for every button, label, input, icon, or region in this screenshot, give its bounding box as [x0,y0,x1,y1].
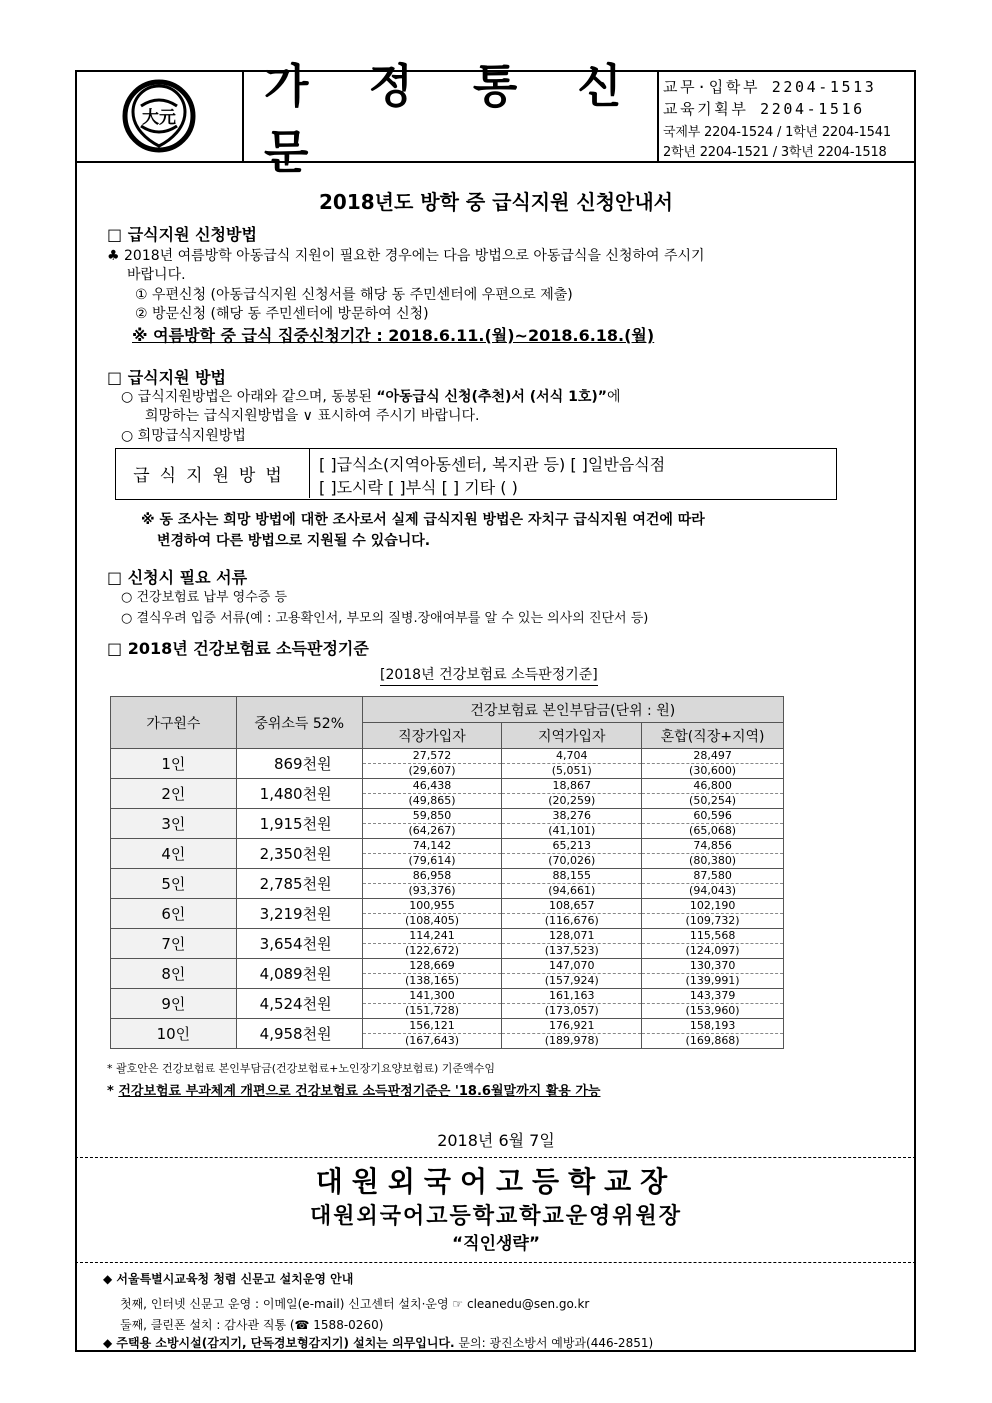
premium-value: 59,850 [363,809,502,824]
table-row [111,779,784,809]
school-logo [75,70,244,161]
premium-cell [502,929,642,959]
premium-value: 130,370 [642,959,783,974]
premium-value: 60,596 [642,809,783,824]
document-item: ○ 결식우려 입증 서류(예 : 고용확인서, 부모의 질병.장애여부를 알 수 있는 의사의 진단서 등) [121,611,649,626]
club-bullet-icon: ♣ [107,248,120,264]
premium-value-with-ltc: (50,254) [689,794,737,807]
contact-line: 교무·입학부 2204-1513 [663,78,877,96]
section-heading-support-method: □ 급식지원 방법 [107,368,227,387]
premium-value-with-ltc: (64,267) [408,824,456,837]
premium-value: 128,669 [363,959,502,974]
premium-cell [502,1019,642,1049]
household-size: 2인 [111,779,237,809]
median-income: 2,350천원 [236,839,362,869]
footer-line: ◆ 서울특별시교육청 청렴 신문고 설치운영 안내 [103,1272,354,1286]
premium-cell [362,869,502,899]
premium-cell [642,809,784,839]
committee-signature: 대원외국어고등학교학교운영위원장 [309,1204,683,1229]
support-method-options-row1[interactable]: [ ]급식소(지역아동센터, 복지관 등) [ ]일반음식점 [319,455,666,474]
header [75,58,916,179]
premium-value: 88,155 [502,869,641,884]
premium-value-with-ltc: (94,043) [689,884,737,897]
section2-line3: ○ 희망급식지원방법 [121,428,246,444]
section2-line2: 희망하는 급식지원방법을 ∨ 표시하여 주시기 바랍니다. [145,408,480,424]
premium-value: 115,568 [642,929,783,944]
section1-line2: 바랍니다. [127,267,186,283]
premium-cell [362,1019,502,1049]
median-income: 4,524천원 [236,989,362,1019]
contact-line: 2학년 2204-1521 / 3학년 2204-1518 [663,145,887,160]
divider [75,1262,916,1263]
premium-cell [502,749,642,779]
household-size: 5인 [111,869,237,899]
support-method-form [115,448,837,500]
premium-value-with-ltc: (157,924) [544,974,599,987]
premium-value: 143,379 [642,989,783,1004]
premium-value-with-ltc: (138,165) [404,974,460,987]
premium-value: 65,213 [502,839,641,854]
median-income: 4,958천원 [236,1019,362,1049]
table-footnote-bold: * 건강보험료 부과체계 개편으로 건강보험료 소득판정기준은 '18.6월말까지 활용 가능 [107,1084,601,1099]
premium-cell [642,839,784,869]
premium-value: 158,193 [642,1019,783,1034]
section-heading-income-criteria: □ 2018년 건강보험료 소득판정기준 [107,639,369,658]
premium-value-with-ltc: (109,732) [685,914,740,927]
premium-value-with-ltc: (137,523) [544,944,599,957]
premium-cell [362,839,502,869]
premium-value-with-ltc: (139,991) [685,974,740,987]
table-row [111,839,784,869]
premium-value: 74,856 [642,839,783,854]
table-row [111,989,784,1019]
table-row [111,929,784,959]
premium-value-with-ltc: (153,960) [685,1004,740,1017]
household-size: 6인 [111,899,237,929]
table-row [111,869,784,899]
premium-value: 74,142 [363,839,502,854]
premium-value-with-ltc: (116,676) [544,914,599,927]
premium-value: 128,071 [502,929,641,944]
premium-cell [362,899,502,929]
premium-value: 147,070 [502,959,641,974]
premium-cell [642,869,784,899]
premium-value-with-ltc: (124,097) [685,944,740,957]
median-income: 4,089천원 [236,959,362,989]
table-caption: [2018년 건강보험료 소득판정기준] [380,664,598,686]
premium-value: 4,704 [502,749,641,764]
col-mixed: 혼합(직장+지역) [642,723,784,749]
premium-value: 102,190 [642,899,783,914]
section-heading-required-documents: □ 신청시 필요 서류 [107,568,248,587]
premium-value: 38,276 [502,809,641,824]
premium-value: 156,121 [363,1019,502,1034]
premium-value-with-ltc: (65,068) [689,824,737,837]
premium-value: 161,163 [502,989,641,1004]
premium-value-with-ltc: (94,661) [548,884,596,897]
premium-value: 108,657 [502,899,641,914]
premium-cell [642,779,784,809]
newsletter-title: 가 정 통 신 문 [242,70,659,161]
option-mail: ① 우편신청 (아동급식지원 신청서를 해당 동 주민센터에 우편으로 제출) [135,287,573,303]
section-heading-apply-method: □ 급식지원 신청방법 [107,225,257,244]
premium-cell [362,959,502,989]
section2-line1: ○ 급식지원방법은 아래와 같으며, 동봉된 “아동급식 신청(추천)서 (서식 1호)”에 [121,389,621,405]
premium-cell [362,989,502,1019]
premium-value: 86,958 [363,869,502,884]
median-income: 869천원 [236,749,362,779]
premium-value: 114,241 [363,929,502,944]
household-size: 9인 [111,989,237,1019]
premium-value: 46,438 [363,779,502,794]
premium-value-with-ltc: (167,643) [404,1034,460,1047]
document-title: 2018년도 방학 중 급식지원 신청안내서 [319,190,673,214]
premium-value-with-ltc: (80,380) [689,854,737,867]
premium-cell [502,989,642,1019]
premium-value: 28,497 [642,749,783,764]
median-income: 3,654천원 [236,929,362,959]
contact-line: 국제부 2204-1524 / 1학년 2204-1541 [663,125,891,140]
table-row [111,809,784,839]
table-row [111,1019,784,1049]
col-workplace: 직장가입자 [362,723,502,749]
premium-value: 141,300 [363,989,502,1004]
premium-value-with-ltc: (169,868) [685,1034,740,1047]
household-size: 10인 [111,1019,237,1049]
option-visit: ② 방문신청 (해당 동 주민센터에 방문하여 신청) [135,306,429,322]
table-footnote: * 괄호안은 건강보험료 본인부담금(건강보험료+노인장기요양보험료) 기준액수임 [107,1062,495,1075]
footer-line: ◆ 주택용 소방시설(감지기, 단독경보형감지기) 설치는 의무입니다. 문의: 광진소방서 예방과(446-2851) [103,1336,654,1350]
premium-value-with-ltc: (93,376) [408,884,456,897]
premium-cell [502,779,642,809]
premium-value-with-ltc: (49,865) [408,794,456,807]
premium-cell [642,1019,784,1049]
median-income: 3,219천원 [236,899,362,929]
school-emblem-icon [119,76,199,156]
principal-signature: 대원외국어고등학교장 [315,1165,677,1198]
premium-cell [502,959,642,989]
premium-cell [502,899,642,929]
table-row [111,899,784,929]
divider [75,1157,916,1158]
col-median-income: 중위소득 52% [236,697,362,749]
premium-cell [642,899,784,929]
median-income: 2,785천원 [236,869,362,899]
footer-line: 첫째, 인터넷 신문고 운영 : 이메일(e-mail) 신고센터 설치·운영 ☞ cleanedu@sen.go.kr [120,1297,590,1311]
premium-value: 18,867 [502,779,641,794]
premium-cell [362,749,502,779]
contact-info [659,70,914,161]
premium-value-with-ltc: (20,259) [548,794,596,807]
premium-value: 176,921 [502,1019,641,1034]
support-method-label: 급식지원방법 [116,449,310,498]
premium-value-with-ltc: (29,607) [408,764,456,777]
col-household: 가구원수 [111,697,237,749]
median-income: 1,480천원 [236,779,362,809]
premium-cell [642,959,784,989]
premium-value-with-ltc: (189,978) [544,1034,599,1047]
premium-cell [362,779,502,809]
premium-value-with-ltc: (151,728) [404,1004,460,1017]
household-size: 1인 [111,749,237,779]
premium-cell [642,749,784,779]
document-item: ○ 건강보험료 납부 영수증 등 [121,590,288,605]
contact-line: 교육기획부 2204-1516 [663,100,865,118]
issue-date: 2018년 6월 7일 [437,1131,555,1150]
col-premium-group: 건강보험료 본인부담금(단위 : 원) [362,697,783,723]
household-size: 7인 [111,929,237,959]
premium-cell [362,929,502,959]
premium-value-with-ltc: (173,057) [544,1004,599,1017]
premium-cell [642,989,784,1019]
premium-value-with-ltc: (5,051) [551,764,592,777]
premium-value-with-ltc: (30,600) [689,764,737,777]
support-method-options-row2[interactable]: [ ]도시락 [ ]부식 [ ] 기타 ( ) [319,478,518,497]
svg-text:大元: 大元 [141,107,176,128]
premium-value-with-ltc: (122,672) [404,944,460,957]
col-regional: 지역가입자 [502,723,642,749]
premium-value-with-ltc: (70,026) [548,854,596,867]
table-row [111,749,784,779]
household-size: 4인 [111,839,237,869]
premium-value: 27,572 [363,749,502,764]
seal-omitted: “직인생략” [451,1234,541,1254]
section1-line1: ♣ 2018년 여름방학 아동급식 지원이 필요한 경우에는 다음 방법으로 아동급식을 신청하여 주시기 [107,248,705,264]
premium-cell [502,839,642,869]
premium-value-with-ltc: (108,405) [404,914,460,927]
application-period-notice: ※ 여름방학 중 급식 집중신청기간 : 2018.6.11.(월)~2018.6.18.(월) [132,326,655,345]
premium-value-with-ltc: (41,101) [548,824,596,837]
table-row [111,959,784,989]
premium-cell [362,809,502,839]
income-criteria-table [110,696,784,1049]
premium-cell [502,809,642,839]
premium-cell [502,869,642,899]
premium-cell [642,929,784,959]
household-size: 8인 [111,959,237,989]
household-size: 3인 [111,809,237,839]
premium-value-with-ltc: (79,614) [408,854,456,867]
footer-line: 둘째, 클린폰 설치 : 감사관 직통 (☎ 1588-0260) [120,1318,384,1332]
premium-value: 87,580 [642,869,783,884]
premium-value: 46,800 [642,779,783,794]
survey-note-line2: 변경하여 다른 방법으로 지원될 수 있습니다. [157,533,431,549]
median-income: 1,915천원 [236,809,362,839]
premium-value: 100,955 [363,899,502,914]
survey-note-line1: ※ 동 조사는 희망 방법에 대한 조사로서 실제 급식지원 방법은 자치구 급식지원 여건에 따라 [141,512,705,528]
